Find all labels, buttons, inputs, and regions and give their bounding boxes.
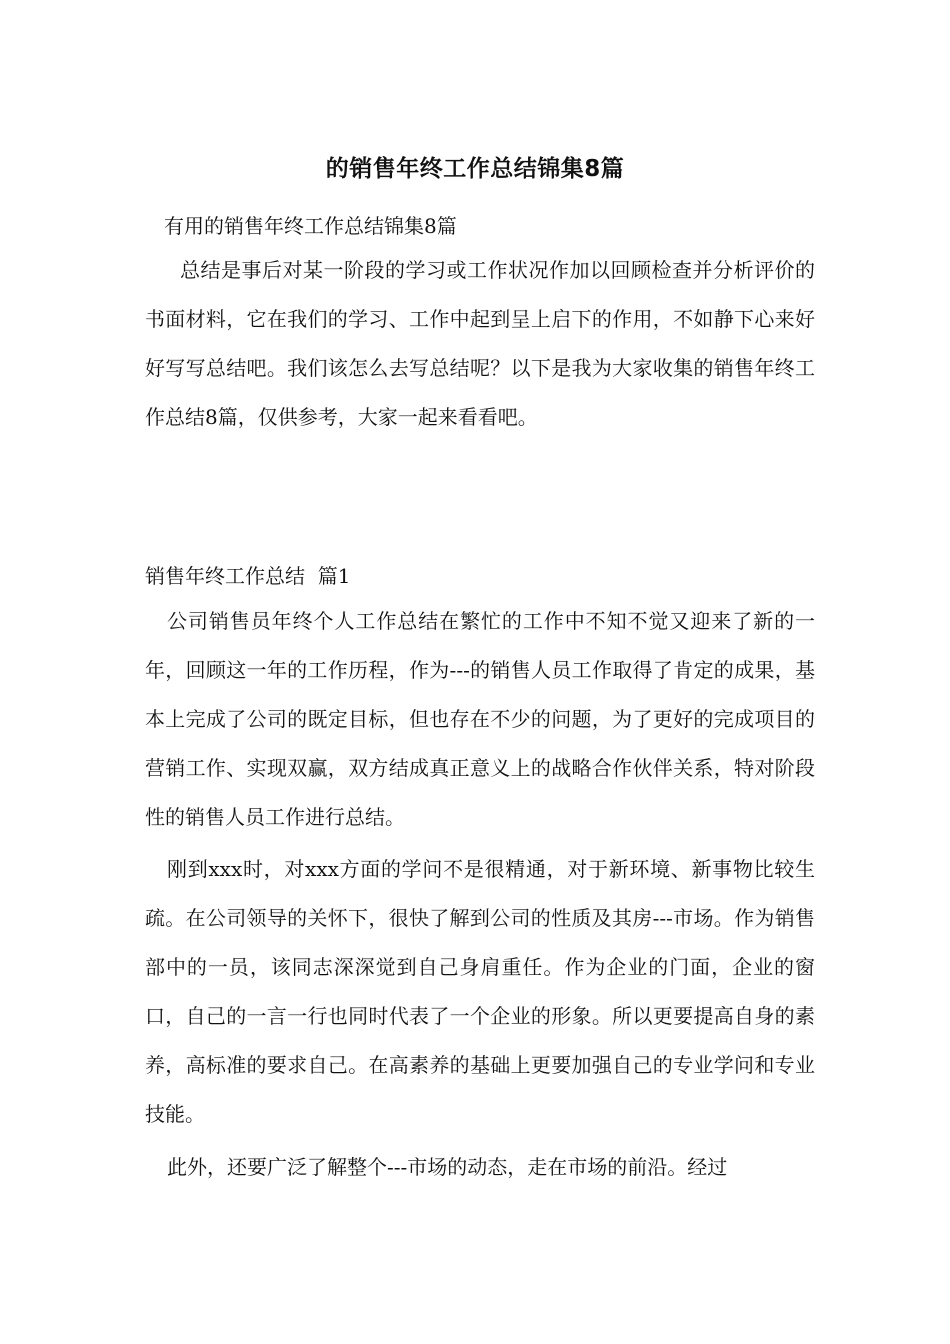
intro-paragraph: 总结是事后对某一阶段的学习或工作状况作加以回顾检查并分析评价的书面材料，它在我们的学习、工作中起到呈上启下的作用，不如静下心来好好写写总结吧。我们该怎么去写总结呢？以下是我为大家收集的销售年终工作总结8篇，仅供参考，大家一起来看看吧。 (145, 258, 815, 429)
body-paragraph: 刚到xxx时，对xxx方面的学问不是很精通，对于新环境、新事物比较生疏。在公司领导的关怀下，很快了解到公司的性质及其房---市场。作为销售部中的一员，该同志深深觉到自己身肩重任。作为企业的门面，企业的窗口，自己的一言一行也同时代表了一个企业的形象。所以更要提高自身的素养，高标准的要求自己。在高素养的基础上更要加强自己的专业学问和专业技能。 (145, 857, 815, 1126)
document-subtitle: 有用的销售年终工作总结锦集8篇 (164, 214, 457, 238)
body-paragraph: 公司销售员年终个人工作总结在繁忙的工作中不知不觉又迎来了新的一年，回顾这一年的工作历程，作为---的销售人员工作取得了肯定的成果，基本上完成了公司的既定目标，但也存在不少的问题，为了更好的完成项目的营销工作、实现双赢，双方结成真正意义上的战略合作伙伴关系，特对阶段性的销售人员工作进行总结。 (145, 609, 815, 829)
body-paragraph: 此外，还要广泛了解整个---市场的动态，走在市场的前沿。经过 (167, 1155, 728, 1179)
section-heading: 销售年终工作总结 篇1 (145, 564, 351, 588)
document-title: 的销售年终工作总结锦集8篇 (325, 156, 625, 182)
